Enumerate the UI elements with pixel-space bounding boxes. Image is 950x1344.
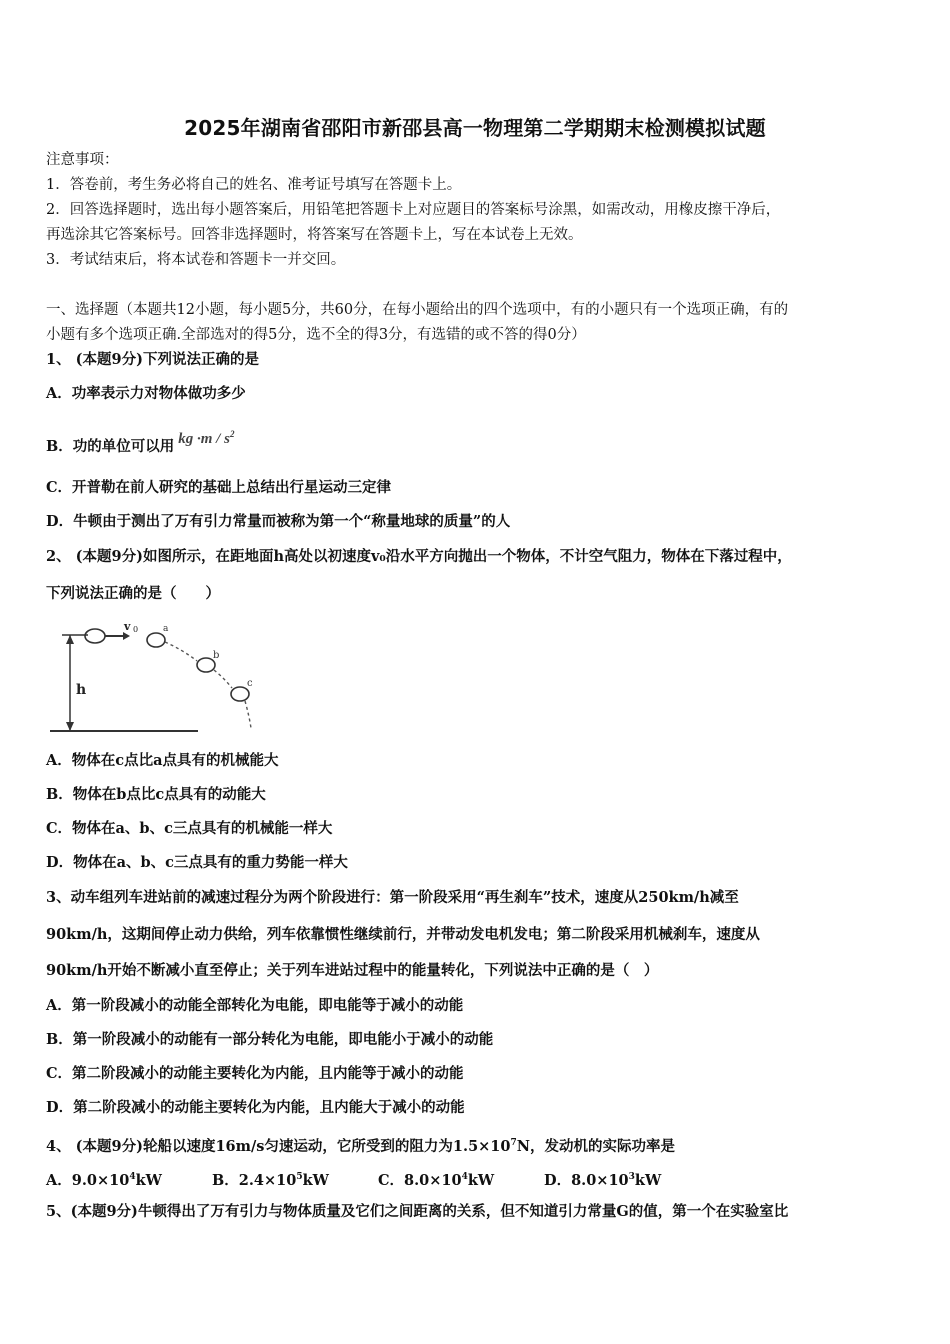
height-label: h: [76, 682, 87, 698]
option-text: C．8.0×10: [378, 1171, 462, 1189]
question-2-stem: 下列说法正确的是（ ）: [46, 585, 220, 602]
stem-text: N，发动机的实际功率是: [516, 1137, 676, 1155]
question-1-option-b: [46, 429, 235, 457]
option-unit: kW: [135, 1171, 162, 1189]
question-2-option-c: C．物体在a、b、c三点具有的机械能一样大: [46, 820, 333, 837]
question-2-stem: 2、 (本题9分)如图所示，在距地面h高处以初速度v₀沿水平方向抛出一个物体，不计空气阻力，物体在下落过程中，: [46, 548, 792, 565]
question-4-option-b: [212, 1167, 378, 1191]
option-unit: kW: [302, 1171, 329, 1189]
velocity-subscript: 0: [133, 625, 139, 634]
velocity-label: v: [124, 620, 131, 633]
option-unit: kW: [634, 1171, 662, 1189]
question-3-stem: 3、动车组列车进站前的减速过程分为两个阶段进行：第一阶段采用“再生刹车”技术，速度从250km/h减至: [46, 889, 739, 906]
unit-formula: [178, 431, 234, 447]
option-text: A．9.0×10: [46, 1171, 130, 1189]
arrow-down: [66, 722, 74, 731]
question-3-option-d: D．第二阶段减小的动能主要转化为内能，且内能大于减小的动能: [46, 1099, 465, 1116]
unit-text: kg ·m / s: [178, 431, 230, 447]
point-a-label: a: [163, 624, 169, 634]
projectile-figure: [48, 620, 278, 740]
question-3-stem: 90km/h，这期间停止动力供给，列车依靠惯性继续前行，并带动发电机发电；第二阶段采用机械刹车，速度从: [46, 926, 760, 943]
arrow-up: [66, 635, 74, 644]
option-unit: kW: [467, 1171, 495, 1189]
ball-start: [85, 629, 105, 643]
unit-exponent: 2: [229, 429, 235, 439]
option-b-text: B．功的单位可以用: [46, 438, 175, 455]
ball-a: [147, 633, 165, 647]
option-exponent: 5: [296, 1172, 303, 1182]
question-4-option-d: [544, 1167, 661, 1191]
question-3-option-a: A．第一阶段减小的动能全部转化为电能，即电能等于减小的动能: [46, 997, 464, 1014]
trajectory-dash: [245, 701, 251, 728]
section-instructions: 小题有多个选项正确.全部选对的得5分，选不全的得3分，有选错的或不答的得0分）: [46, 327, 586, 343]
notice-item: 3．考试结束后，将本试卷和答题卡一并交回。: [46, 252, 346, 268]
option-exponent: 3: [628, 1172, 635, 1182]
question-2-option-a: A．物体在c点比a点具有的机械能大: [46, 752, 279, 769]
question-1-option-d: D．牛顿由于测出了万有引力常量而被称为第一个“称量地球的质量”的人: [46, 513, 511, 530]
question-3-option-c: C．第二阶段减小的动能主要转化为内能，且内能等于减小的动能: [46, 1065, 464, 1082]
stem-text: 4、 (本题9分)轮船以速度16m/s匀速运动，它所受到的阻力为1.5×10: [46, 1137, 511, 1155]
velocity-arrowhead: [123, 632, 130, 640]
point-b-label: b: [213, 650, 220, 661]
ball-c: [231, 687, 249, 701]
point-c-label: c: [247, 678, 253, 689]
question-2-option-b: B．物体在b点比c点具有的动能大: [46, 786, 266, 803]
question-4-options: [46, 1167, 661, 1191]
question-4-stem: [46, 1133, 675, 1157]
notice-item: 2．回答选择题时，选出每小题答案后，用铅笔把答题卡上对应题目的答案标号涂黑，如需改动，用橡皮擦干净后，: [46, 202, 781, 218]
question-1-option-a: A．功率表示力对物体做功多少: [46, 385, 246, 402]
trajectory-dash: [165, 642, 197, 661]
question-4-option-a: [46, 1167, 212, 1191]
option-text: D．8.0×10: [544, 1171, 629, 1189]
question-1-stem: 1、 (本题9分)下列说法正确的是: [46, 351, 259, 368]
stem-exponent: 7: [510, 1138, 517, 1148]
page-title: 2025年湖南省邵阳市新邵县高一物理第二学期期末检测模拟试题: [184, 116, 766, 140]
option-text: B．2.4×10: [212, 1171, 297, 1189]
question-3-stem: 90km/h开始不断减小直至停止；关于列车进站过程中的能量转化，下列说法中正确的是（ ）: [46, 962, 659, 979]
question-1-option-c: C．开普勒在前人研究的基础上总结出行星运动三定律: [46, 479, 392, 496]
section-instructions: 一、选择题（本题共12小题，每小题5分，共60分，在每小题给出的四个选项中，有的小题只有一个选项正确，有的: [46, 302, 789, 318]
question-3-option-b: B．第一阶段减小的动能有一部分转化为电能，即电能小于减小的动能: [46, 1031, 494, 1048]
question-5-stem: 5、(本题9分)牛顿得出了万有引力与物体质量及它们之间距离的关系，但不知道引力常量G的值，第一个在实验室比: [46, 1203, 789, 1220]
question-2-option-d: D．物体在a、b、c三点具有的重力势能一样大: [46, 854, 348, 871]
trajectory-dash: [214, 670, 232, 688]
notice-item: 1．答卷前，考生务必将自己的姓名、准考证号填写在答题卡上。: [46, 177, 462, 193]
notice-item: 再选涂其它答案标号。回答非选择题时，将答案写在答题卡上，写在本试卷上无效。: [46, 227, 583, 243]
option-exponent: 4: [461, 1172, 468, 1182]
notice-heading: 注意事项：: [46, 152, 119, 168]
option-exponent: 4: [129, 1172, 136, 1182]
question-4-option-c: [378, 1167, 544, 1191]
